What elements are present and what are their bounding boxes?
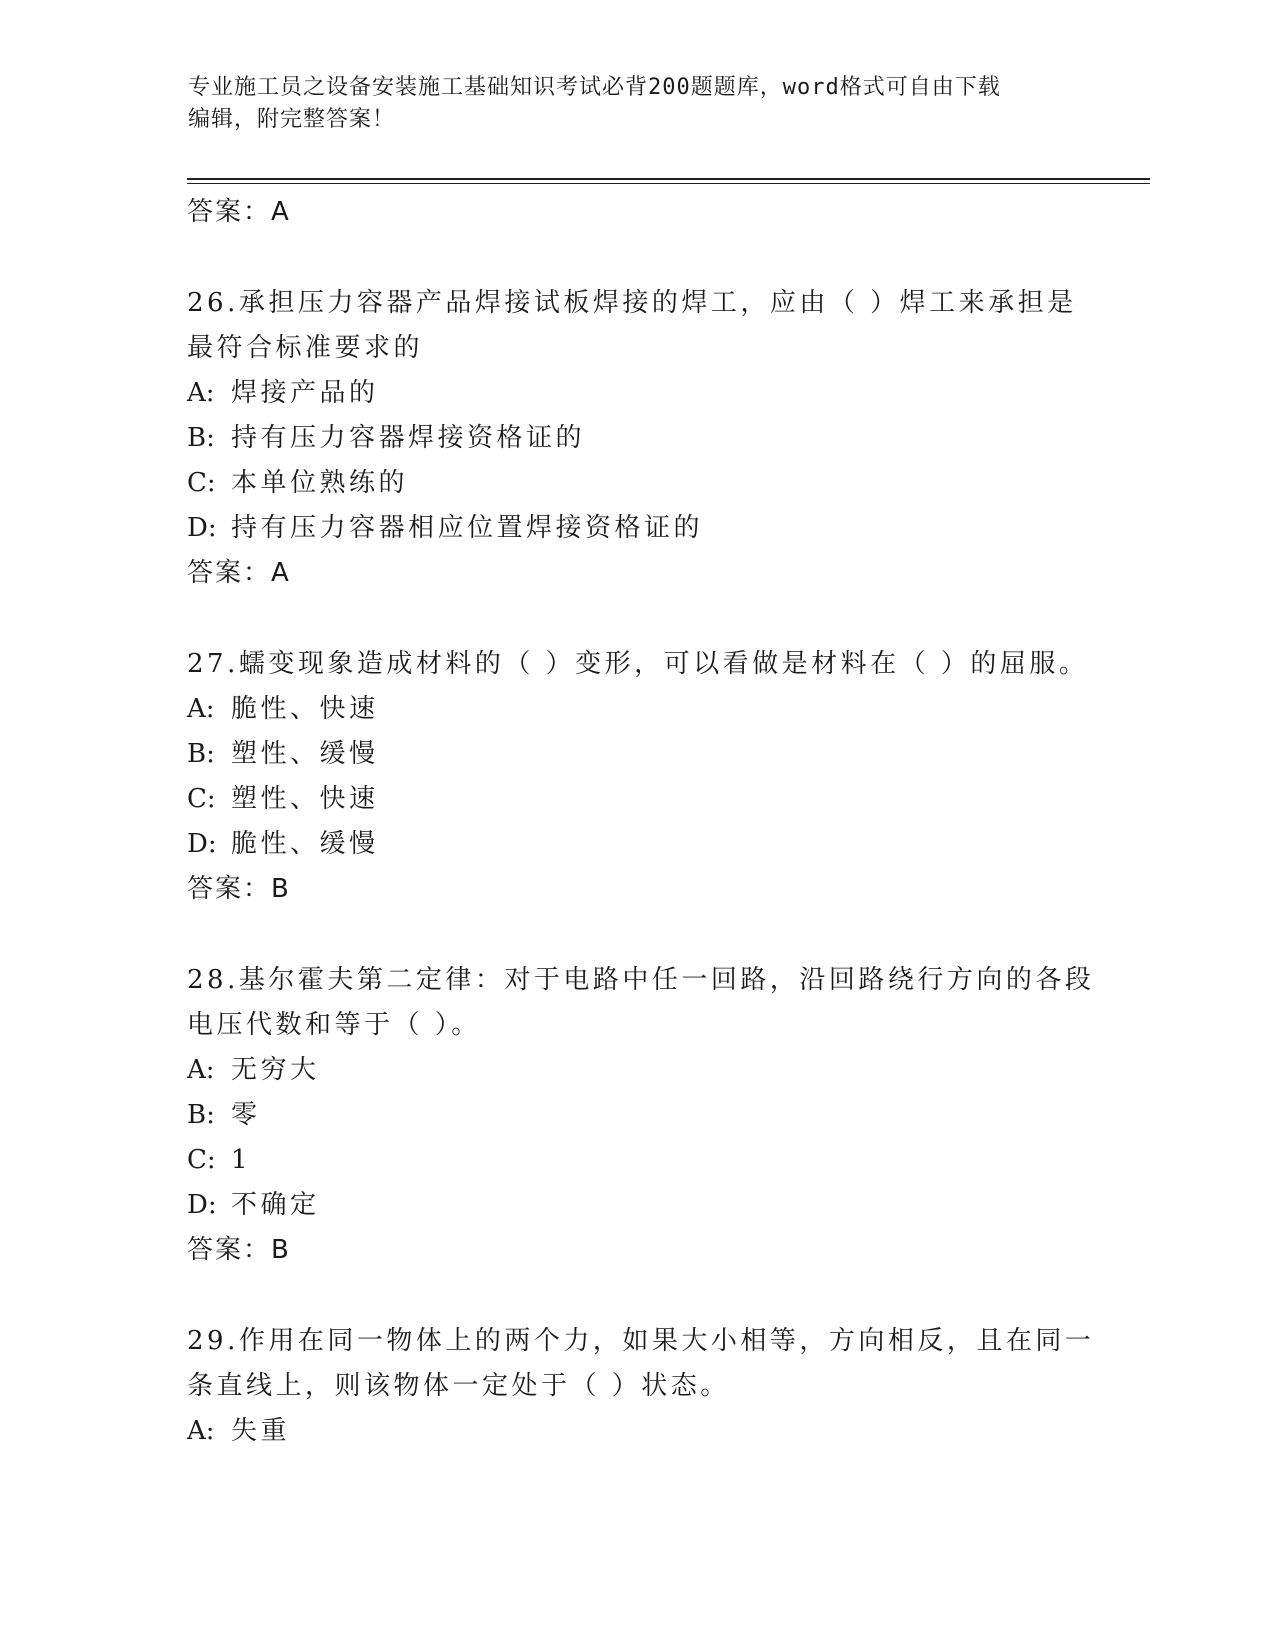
option-d [187, 822, 1087, 867]
question-stem: 29.作用在同一物体上的两个力，如果大小相等，方向相反，且在同一 [187, 1326, 1095, 1356]
spacer [187, 596, 1087, 642]
header-title-line-1: 专业施工员之设备安装施工基础知识考试必背200题题库，word格式可自由下载 [188, 75, 1001, 100]
question-stem-continued: 电压代数和等于（ ）。 [187, 1010, 481, 1040]
option-label: B: [187, 1100, 215, 1130]
option-text: 本单位熟练的 [231, 468, 409, 498]
option-text: 塑性、快速 [231, 784, 379, 814]
header-divider-thin [187, 183, 1150, 184]
option-label: C: [187, 468, 216, 498]
option-text: 持有压力容器焊接资格证的 [231, 423, 586, 453]
option-label: A: [187, 1055, 215, 1085]
spacer [187, 912, 1087, 958]
question-list [187, 190, 1095, 1454]
answer-line: 答案：B [187, 1235, 291, 1265]
document-header [188, 72, 1068, 136]
option-b [187, 1093, 1087, 1138]
option-a [187, 1048, 1087, 1093]
header-title-line-2: 编辑，附完整答案！ [188, 107, 396, 132]
option-label: A: [187, 1416, 215, 1446]
option-label: A: [187, 694, 215, 724]
option-b [187, 732, 1087, 777]
option-label: C: [187, 784, 216, 814]
option-label: D: [187, 829, 217, 859]
option-label: B: [187, 739, 215, 769]
option-a [187, 1409, 1087, 1454]
option-text: 脆性、快速 [231, 694, 379, 724]
header-divider-thick [187, 178, 1150, 180]
question-stem: 28.基尔霍夫第二定律：对于电路中任一回路，沿回路绕行方向的各段 [187, 965, 1095, 995]
spacer [187, 235, 1087, 281]
question-29 [187, 1319, 1095, 1454]
option-d [187, 1183, 1087, 1228]
previous-answer: 答案：A [187, 197, 291, 227]
option-label: D: [187, 1190, 217, 1220]
option-text: 零 [231, 1100, 261, 1130]
answer-line: 答案：B [187, 874, 291, 904]
question-28 [187, 958, 1095, 1273]
option-a [187, 687, 1087, 732]
question-27 [187, 642, 1087, 912]
option-d [187, 506, 1087, 551]
question-26 [187, 281, 1087, 596]
option-label: B: [187, 423, 215, 453]
question-stem: 27.蠕变现象造成材料的（ ）变形，可以看做是材料在（ ）的屈服。 [187, 649, 1089, 679]
option-b [187, 416, 1087, 461]
question-stem: 26.承担压力容器产品焊接试板焊接的焊工，应由（ ）焊工来承担是 [187, 288, 1077, 318]
answer-line: 答案：A [187, 558, 291, 588]
question-stem-continued: 条直线上，则该物体一定处于（ ）状态。 [187, 1371, 730, 1401]
option-text: 焊接产品的 [231, 378, 379, 408]
option-label: D: [187, 513, 217, 543]
option-a [187, 371, 1087, 416]
option-text: 失重 [231, 1416, 291, 1446]
option-text: 塑性、缓慢 [231, 739, 379, 769]
spacer [187, 1273, 1087, 1319]
question-stem-continued: 最符合标准要求的 [187, 333, 424, 363]
option-text: 持有压力容器相应位置焊接资格证的 [231, 513, 704, 543]
option-text: 不确定 [231, 1190, 320, 1220]
option-text: 无穷大 [231, 1055, 320, 1085]
option-c [187, 777, 1087, 822]
option-label: A: [187, 378, 215, 408]
option-label: C: [187, 1145, 216, 1175]
option-c [187, 461, 1087, 506]
option-c [187, 1138, 1087, 1183]
option-text: 脆性、缓慢 [231, 829, 379, 859]
option-text: 1 [231, 1145, 252, 1175]
